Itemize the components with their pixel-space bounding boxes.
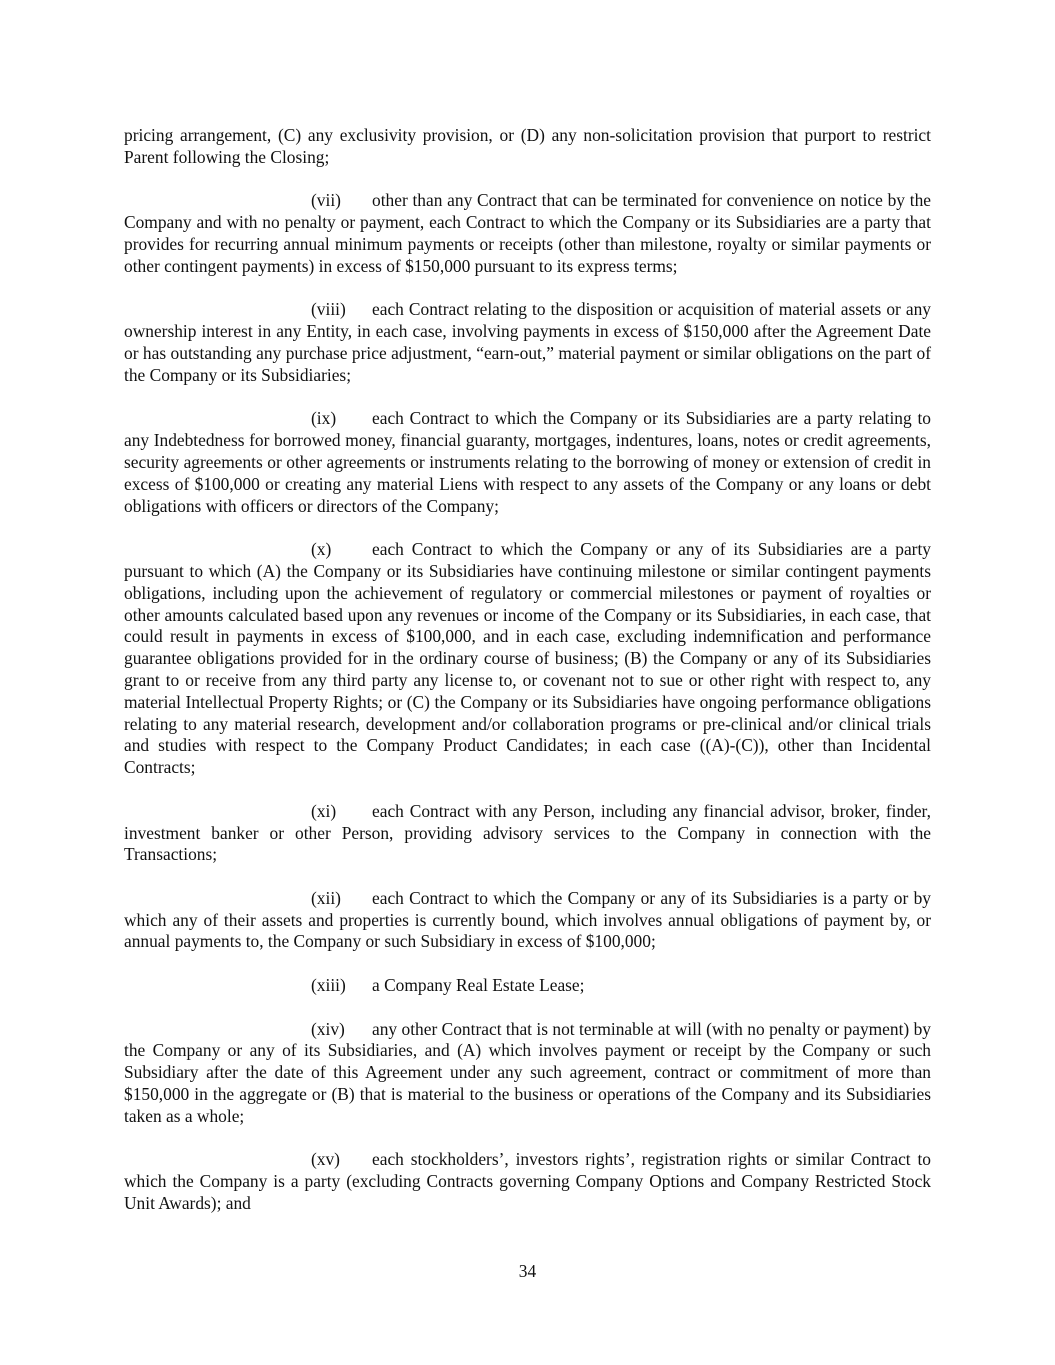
clause-number: (ix): [311, 408, 337, 429]
clause-number: (xv): [311, 1149, 340, 1170]
clause-text: each stockholders’, investors rights’, registration rights or similar Contract to which the Company is a party (excluding Contracts governing Company Options and Company Restricted Stock Unit Awards); and: [124, 1149, 931, 1214]
clause-number: (xi): [311, 800, 337, 821]
clause-xii: [124, 888, 931, 953]
clause-number: (vii): [311, 190, 341, 211]
clause-text: each Contract to which the Company or its Subsidiaries are a party relating to any Indebtedness for borrowed money, financial guaranty, mortgages, indentures, loans, notes or credit agreements, security agreements or other agreements or instruments relating to the borrowing of money or extension of credit in excess of $100,000 or creating any material Liens with respect to any assets of the Company or any loans or debt obligations with officers or directors of the Company;: [124, 408, 931, 516]
clause-text: any other Contract that is not terminable at will (with no penalty or payment) by the Company or any of its Subsidiaries, and (A) which involves payment or receipt by the Company or such Subsidiary after the date of this Agreement under any such agreement, contract or commitment of more than $150,000 in the aggregate or (B) that is material to the business or operations of the Company and its Subsidiaries taken as a whole;: [124, 1018, 931, 1126]
clause-text: each Contract with any Person, including any financial advisor, broker, finder, investment banker or other Person, providing advisory services to the Company in connection with the Transactions;: [124, 800, 931, 865]
clause-xiv: [124, 1019, 931, 1128]
clause-number: (viii): [311, 299, 346, 320]
clause-text: each Contract relating to the disposition or acquisition of material assets or any ownership interest in any Entity, in each case, involving payments in excess of $150,000 after the Agreement Date or has outstanding any purchase price adjustment, “earn-out,” material payment or similar obligations on the part of the Company or its Subsidiaries;: [124, 299, 931, 385]
clause-xi: [124, 801, 931, 866]
clause-number: (xii): [311, 887, 341, 908]
clause-xv: [124, 1149, 931, 1214]
clause-number: (xiv): [311, 1018, 345, 1039]
clause-text: a Company Real Estate Lease;: [372, 975, 585, 996]
clause-text: other than any Contract that can be terminated for convenience on notice by the Company and with no penalty or payment, each Contract to which the Company or its Subsidiaries are a party that provides for recurring annual minimum payments or receipts (other than milestone, royalty or similar payments or other contingent payments) in excess of $150,000 pursuant to its express terms;: [124, 190, 931, 276]
clause-text: each Contract to which the Company or any of its Subsidiaries are a party pursuant to which (A) the Company or its Subsidiaries have continuing milestone or similar contingent payments obligations, including upon the achievement of regulatory or commercial milestones or payment of royalties or other amounts calculated based upon any revenues or income of the Company or its Subsidiaries, in each case, that could result in payments in excess of $100,000, and in each case, excluding indemnification and performance guarantee obligations provided for in the ordinary course of business; (B) the Company or any of its Subsidiaries grant to or receive from any third party any license to, or covenant not to sue or other right with respect to, any material Intellectual Property Rights; or (C) the Company or its Subsidiaries have ongoing performance obligations relating to any material research, development and/or collaboration programs or pre-clinical and/or clinical trials and studies with respect to the Company Product Candidates; in each case ((A)-(C)), other than Incidental Contracts;: [124, 539, 931, 778]
clause-ix: [124, 408, 931, 517]
clause-viii: [124, 299, 931, 386]
clause-xiii: [124, 975, 931, 997]
clause-number: (x): [311, 539, 332, 560]
clause-x: [124, 539, 931, 779]
document-body: [124, 125, 931, 1237]
clause-vii: [124, 190, 931, 277]
page-number: 34: [518, 1261, 537, 1281]
opening-paragraph: pricing arrangement, (C) any exclusivity provision, or (D) any non-solicitation provision that purport to restrict Parent following the Closing;: [124, 125, 931, 167]
clause-number: (xiii): [311, 975, 346, 996]
clause-text: each Contract to which the Company or any of its Subsidiaries is a party or by which any of their assets and properties is currently bound, which involves annual obligations of payment by, or annual payments to, the Company or such Subsidiary in excess of $100,000;: [124, 887, 931, 952]
